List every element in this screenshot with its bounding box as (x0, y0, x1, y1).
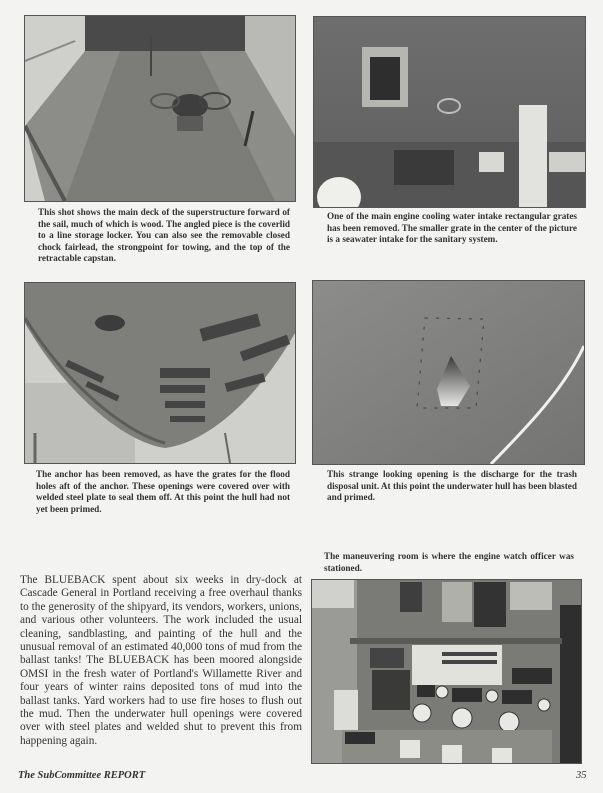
page-number: 35 (576, 770, 587, 781)
caption-anchor-bow: The anchor has been removed, as have the grates for the flood holes aft of the anchor. These openings were covered over with welded steel plate to seal them off. At this point the hull had not yet been primed. (36, 469, 290, 514)
caption-intake-grate: One of the main engine cooling water intake rectangular grates has been removed. The smaller grate in the center of the picture is a seawater intake for the sanitary system. (327, 211, 577, 245)
publication-name: The SubCommittee REPORT (18, 770, 146, 781)
caption-trash-disposal: This strange looking opening is the discharge for the trash disposal unit. At this point the underwater hull has been blasted and primed. (327, 469, 577, 503)
deck-photo-image (25, 16, 295, 201)
photo-intake-grate (313, 16, 586, 208)
caption-maneuvering-room: The maneuvering room is where the engine watch officer was stationed. (324, 551, 574, 573)
maneuvering-room-photo-image (312, 580, 581, 763)
anchor-bow-photo-image (25, 283, 295, 463)
trash-disposal-photo-image (313, 281, 584, 464)
photo-trash-disposal (312, 280, 585, 465)
intake-grate-photo-image (314, 17, 585, 207)
photo-main-deck (24, 15, 296, 202)
caption-main-deck: This shot shows the main deck of the superstructure forward of the sail, much of which is wood. The angled piece is the coverlid to a line storage locker. You can also see the removable closed chock fairlead, the strongpoint for towing, and the top of the retractable capstan. (38, 207, 290, 264)
photo-anchor-bow (24, 282, 296, 464)
article-body: The BLUEBACK spent about six weeks in dry-dock at Cascade General in Portland receiving a free overhaul thanks to the generosity of the shipyard, its vendors, workers, unions, and various other volunteers. The work included the usual cleaning, sandblasting, and painting of the hull and the unusual removal of an estimated 40,000 tons of mud from the ballast tanks! The BLUEBACK has been moored alongside OMSI in the fresh water of Portland's Willamette River and four years of winter rains deposited tons of mud into the ballast tanks. Yard workers had to use fire hoses to flush out the mud. Then the underwater hull openings were covered over with steel plates and welded shut to prevent this from happening again. (20, 574, 302, 747)
photo-maneuvering-room (311, 579, 582, 764)
